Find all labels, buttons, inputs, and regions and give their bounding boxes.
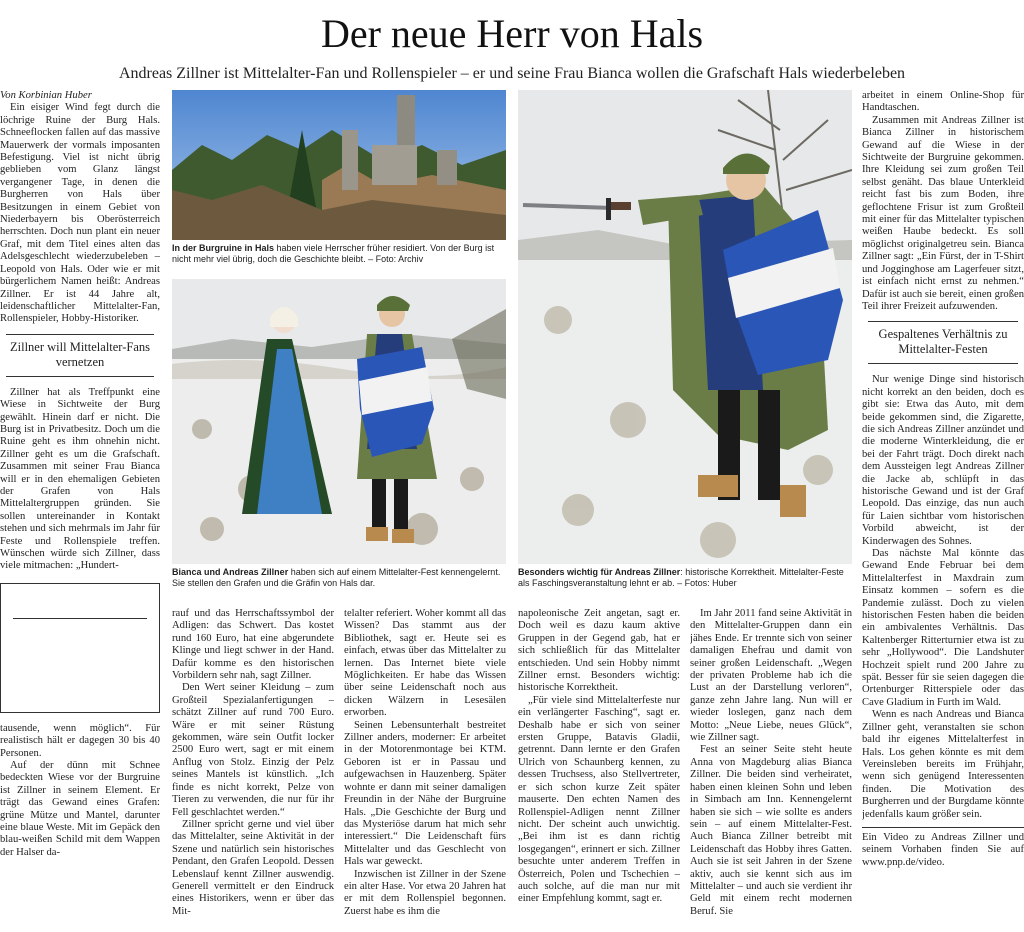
paragraph: Den Wert seiner Kleidung – zum Großteil Spezialanfertigungen – schätzt Zillner auf rund 700 Euro. Wäre er mit seiner Rüstung gekommen, wäre sein Outfit locker 2500 Euro wert, sagt er mit einem Anflug von Stolz. Einzig der Pelz seines Mantels ist künstlich. „Ich finde es nicht korrekt, Pelze von Tieren zu verwenden, die nur für ihr Fell geschlachtet werden.“ bbox=[172, 682, 334, 818]
couple-photo bbox=[172, 279, 506, 564]
subheading: Gespaltenes Verhältnis zu Mittelalter-Festen bbox=[868, 321, 1018, 364]
video-note: Ein Video zu Andreas Zillner und seinem Vorhaben finden Sie auf www.pnp.de/video. bbox=[862, 827, 1024, 869]
paragraph: Ein eisiger Wind fegt durch die löchrige Ruine der Burg Hals. Schneeflocken fallen auf das massive Mauerwerk der vormals imposanten Befestigung. Viel ist nicht übrig geblieben vom Glanz längst vergangener Tage, in denen die Burgherren von Hals über Besitzungen in einem Gebiet von Niederbayern bis Oberösterreich herrschten. Doch nun plant ein neuer Graf, mit dem Titel eines alten das Adelsgeschlecht wiederzubeleben – Leopold von Hals. Oder wie er mit bürgerlichem Namen heißt: Andreas Zillner. Er ist 44 Jahre alt, leidenschaftlicher Mittelalter-Fan, Rollenspieler, Hobby-Historiker. bbox=[0, 102, 160, 325]
paragraph: „Für viele sind Mittelalterfeste nur ein verlängerter Fasching“, sagt er. Deshalb habe er sich von seiner ersten Gruppe, Batavis Gladii, getrennt. Dann lernte er den Grafen Ulrich von Schaunberg kennen, zu dessen Truchsess, also Stellvertreter, er sich schon kurze Zeit später mauserte. Den echten Namen des Rollenspiel-Adligen nennt Zillner nicht. Der scheint auch unwichtig. „Bei ihm ist es dann richtig losgegangen“, erinnert er sich. Zillner besuchte unter anderem Treffen in Österreich, Polen und Tschechien – auch solche, auf die man nur mit einer Empfehlung kommt, sagt er. bbox=[518, 694, 680, 905]
article-subheadline: Andreas Zillner ist Mittelalter-Fan und Rollenspieler – er und seine Frau Bianca wollen die Grafschaft Hals wiederbeleben bbox=[118, 65, 906, 82]
text-column-1 bbox=[0, 90, 160, 932]
ad-box bbox=[0, 583, 160, 713]
paragraph: Auf der dünn mit Schnee bedeckten Wiese vor der Burgruine ist Zillner in seinem Element. Er trägt das Gewand eines Grafen: grüne Mütze und Mantel, darunter eine blaue Weste. Mit im Gepäck den blau-weißen Schild mit dem Wappen der Halser da- bbox=[0, 760, 160, 858]
caption-text: : historische Korrektheit. Mittelalter-Feste als Faschingsveranstaltung lehnt er ab. – Fotos: Huber bbox=[518, 567, 844, 589]
paragraph: Wenn es nach Andreas und Bianca Zillner geht, veranstalten sie schon bald ihr eigenes Mittelalterfest in Hals. Los gehen könnte es mit dem Vereinsleben bereits im Frühjahr, wenn sich genügend Interessenten finden. Die Motivation des Burgherren und der Burgdame könnte jedenfalls kaum größer sein. bbox=[862, 709, 1024, 820]
paragraph: Im Jahr 2011 fand seine Aktivität in den Mittelalter-Gruppen dann ein jähes Ende. Er trennte sich von seiner damaligen Ehefrau und damit von seiner großen Leidenschaft. „Wegen der privaten Probleme hab ich die Lust an der Darstellung verloren“, ganze zehn Jahre lang. Nun will er wieder loslegen, ganz nach dem Motto: „Neue Liebe, neues Glück“, wie Zillner sagt. bbox=[690, 608, 852, 744]
ad-box-rule bbox=[13, 618, 147, 619]
paragraph: rauf und das Herrschaftssymbol der Adligen: das Schwert. Das kostet rund 160 Euro, hat eine abgerundete Klinge und liegt schwer in der Hand. Dafür komme es den historischen Vorbildern sehr nah, sagt Zillner. bbox=[172, 608, 334, 682]
paragraph: Zillner hat als Treffpunkt eine Wiese in Sichtweite der Burg gewählt. Hinein darf er nicht. Die Burg ist in Privatbesitz. Doch um die Ruine geht es ihm ohnehin nicht. Zillner geht es um die Grafschaft. Zusammen mit seiner Frau Bianca will er in den ehemaligen Gebieten der Grafen von Hals Mittelaltergruppen gründen. Sie sollen untereinander in Kontakt stehen und sich mehrmals im Jahr für Feste und Rollenspiele treffen. Wünschen würde sich Zillner, dass viele mitmachen: „Hundert- bbox=[0, 386, 160, 572]
text-column-6 bbox=[862, 90, 1024, 932]
subheading: Zillner will Mittelalter-Fans vernetzen bbox=[6, 334, 154, 377]
paragraph: telalter referiert. Woher kommt all das Wissen? Das stammt aus der Bibliothek, sagt er. Heute sei es einfach, etwas über das Mittelalter zu lernen. Das Internet biete viele Möglichkeiten. Er habe das Wissen über seine Leidenschaft noch aus dicken Wälzern in Lesesälen erworben. bbox=[344, 608, 506, 719]
knight-photo bbox=[518, 90, 852, 564]
caption-text: haben viele Herrscher früher residiert. Von der Burg ist nicht mehr viel übrig, doch die Geschichte bleibt. – Foto: Archiv bbox=[172, 243, 495, 265]
paragraph: Das nächste Mal könnte das Gewand Ende Februar bei dem Mittelalterfest in Maxdrain zum Einsatz kommen – sofern es die Pandemie zulässt. Doch zu vielen historischen Festen haben die beiden ein ambivalentes Verhältnis. Das Kaltenberger Ritterturnier etwa ist zu sehr „Hollywood“. Die Landshuter Hochzeit spielt rund 200 Jahre zu spät. Besser für sie seien dagegen die Ortenburger Ritterspiele oder das Cave Gladium in Furth im Wald. bbox=[862, 548, 1024, 708]
byline: Von Korbinian Huber bbox=[0, 90, 92, 101]
paragraph: arbeitet in einem Online-Shop für Handtaschen. bbox=[862, 90, 1024, 114]
text-column-4 bbox=[518, 608, 680, 932]
paragraph: Seinen Lebensunterhalt bestreitet Zillner anders, moderner: Er arbeitet in der Motorenmontage bei KTM. Geboren ist er in Passau und aufgewachsen in Hauzenberg. Später wohnte er dann mit seiner damaligen Freundin in der Nähe der Burgruine Hals. „Die Geschichte der Burg und das Mysteriöse darum hat mich sehr interessiert.“ Die Leidenschaft fürs Mittelalter und das Geschlecht von Hals war geweckt. bbox=[344, 719, 506, 868]
text-column-2 bbox=[172, 608, 334, 932]
paragraph: napoleonische Zeit angetan, sagt er. Doch weil es dazu kaum aktive Gruppen in der Gegend gab, hat er sich schließlich für das Mittelalter entschieden. Und sein Hobby nimmt Zillner ernst. Besonders wichtig: historische Korrektheit. bbox=[518, 608, 680, 694]
paragraph: Zillner spricht gerne und viel über das Mittelalter, seine Aktivität in der Szene und natürlich sein historisches Pendant, den Grafen Leopold. Dessen Lebenslauf kennt Zillner auswendig. Generell vermittelt er den Eindruck eines Historikers, wenn er über das Mit- bbox=[172, 818, 334, 917]
caption-bold: Besonders wichtig für Andreas Zillner bbox=[518, 567, 681, 577]
caption-bold: Bianca und Andreas Zillner bbox=[172, 567, 289, 577]
text-column-3 bbox=[344, 608, 506, 932]
couple-photo-caption bbox=[172, 567, 506, 593]
paragraph: tausende, wenn möglich“. Für realistisch hält er dagegen 30 bis 40 Personen. bbox=[0, 722, 160, 759]
caption-bold: In der Burgruine in Hals bbox=[172, 243, 275, 253]
text-column-5 bbox=[690, 608, 852, 932]
caption-text: haben sich auf einem Mittelalter-Fest kennengelernt. Sie stellen den Grafen und die Gräfin von Hals dar. bbox=[172, 567, 501, 589]
paragraph: Zusammen mit Andreas Zillner ist Bianca Zillner in historischem Gewand auf die Wiese in der Sichtweite der Burgruine gekommen. Ihre Kleidung sei zum großen Teil selbst genäht. Das blaue Unterkleid reicht fast bis zum Boden, ihre geflochtene Frisur ist zum Großteil mit einer für das Mittelalter typischen weißen Haube bedeckt. Es soll möglichst originalgetreu sein. Bianca Zillner sagt: „Ein Fürst, der in T-Shirt und Jogginghose am Lagerfeuer sitzt, ist einfach nicht ernst zu nehmen.“ Dafür ist auch sie bereit, einen großen Teil ihrer Freizeit aufzuwenden. bbox=[862, 114, 1024, 312]
castle-ruin-photo bbox=[172, 90, 506, 240]
paragraph: Nur wenige Dinge sind historisch nicht korrekt an den beiden, doch es gibt sie: Etwa das Auto, mit dem beide gekommen sind, die Zigarette, die sich Andreas Zillner anzündet und die moderne Winterkleidung, die er bei der Fahrt trägt. Doch direkt nach dem Aussteigen legt Andreas Zillner die Jacke ab, schlüpft in das historische Gewand und ist der Graf Leopold. Das einzige, das nun auch für Laien sichtbar vom historischen Vorbild abweicht, ist der Kinderwagen des Sohnes. bbox=[862, 374, 1024, 547]
knight-photo-caption bbox=[518, 567, 852, 593]
paragraph: Inzwischen ist Zillner in der Szene ein alter Hase. Vor etwa 20 Jahren hat er mit dem Rollenspiel begonnen. Zuerst habe es ihm die bbox=[344, 868, 506, 917]
paragraph: Fest an seiner Seite steht heute Anna von Magdeburg alias Bianca Zillner. Die beiden sind verheiratet, haben einen kleinen Sohn und leben in Simbach am Inn. Kennengelernt haben sie sich – wie sollte es anders sein – auf einem Mittelalter-Fest. Auch Bianca Zillner betreibt mit Leidenschaft das Hobby ihres Gatten. Auch sie ist seit Jahren in der Szene aktiv, auch sie kennt sich aus im Mittelalter – und auch sie verdient ihr Geld mit einem recht modernen Beruf. Sie bbox=[690, 744, 852, 917]
article-headline: Der neue Herr von Hals bbox=[320, 11, 704, 56]
castle-photo-caption bbox=[172, 243, 506, 269]
